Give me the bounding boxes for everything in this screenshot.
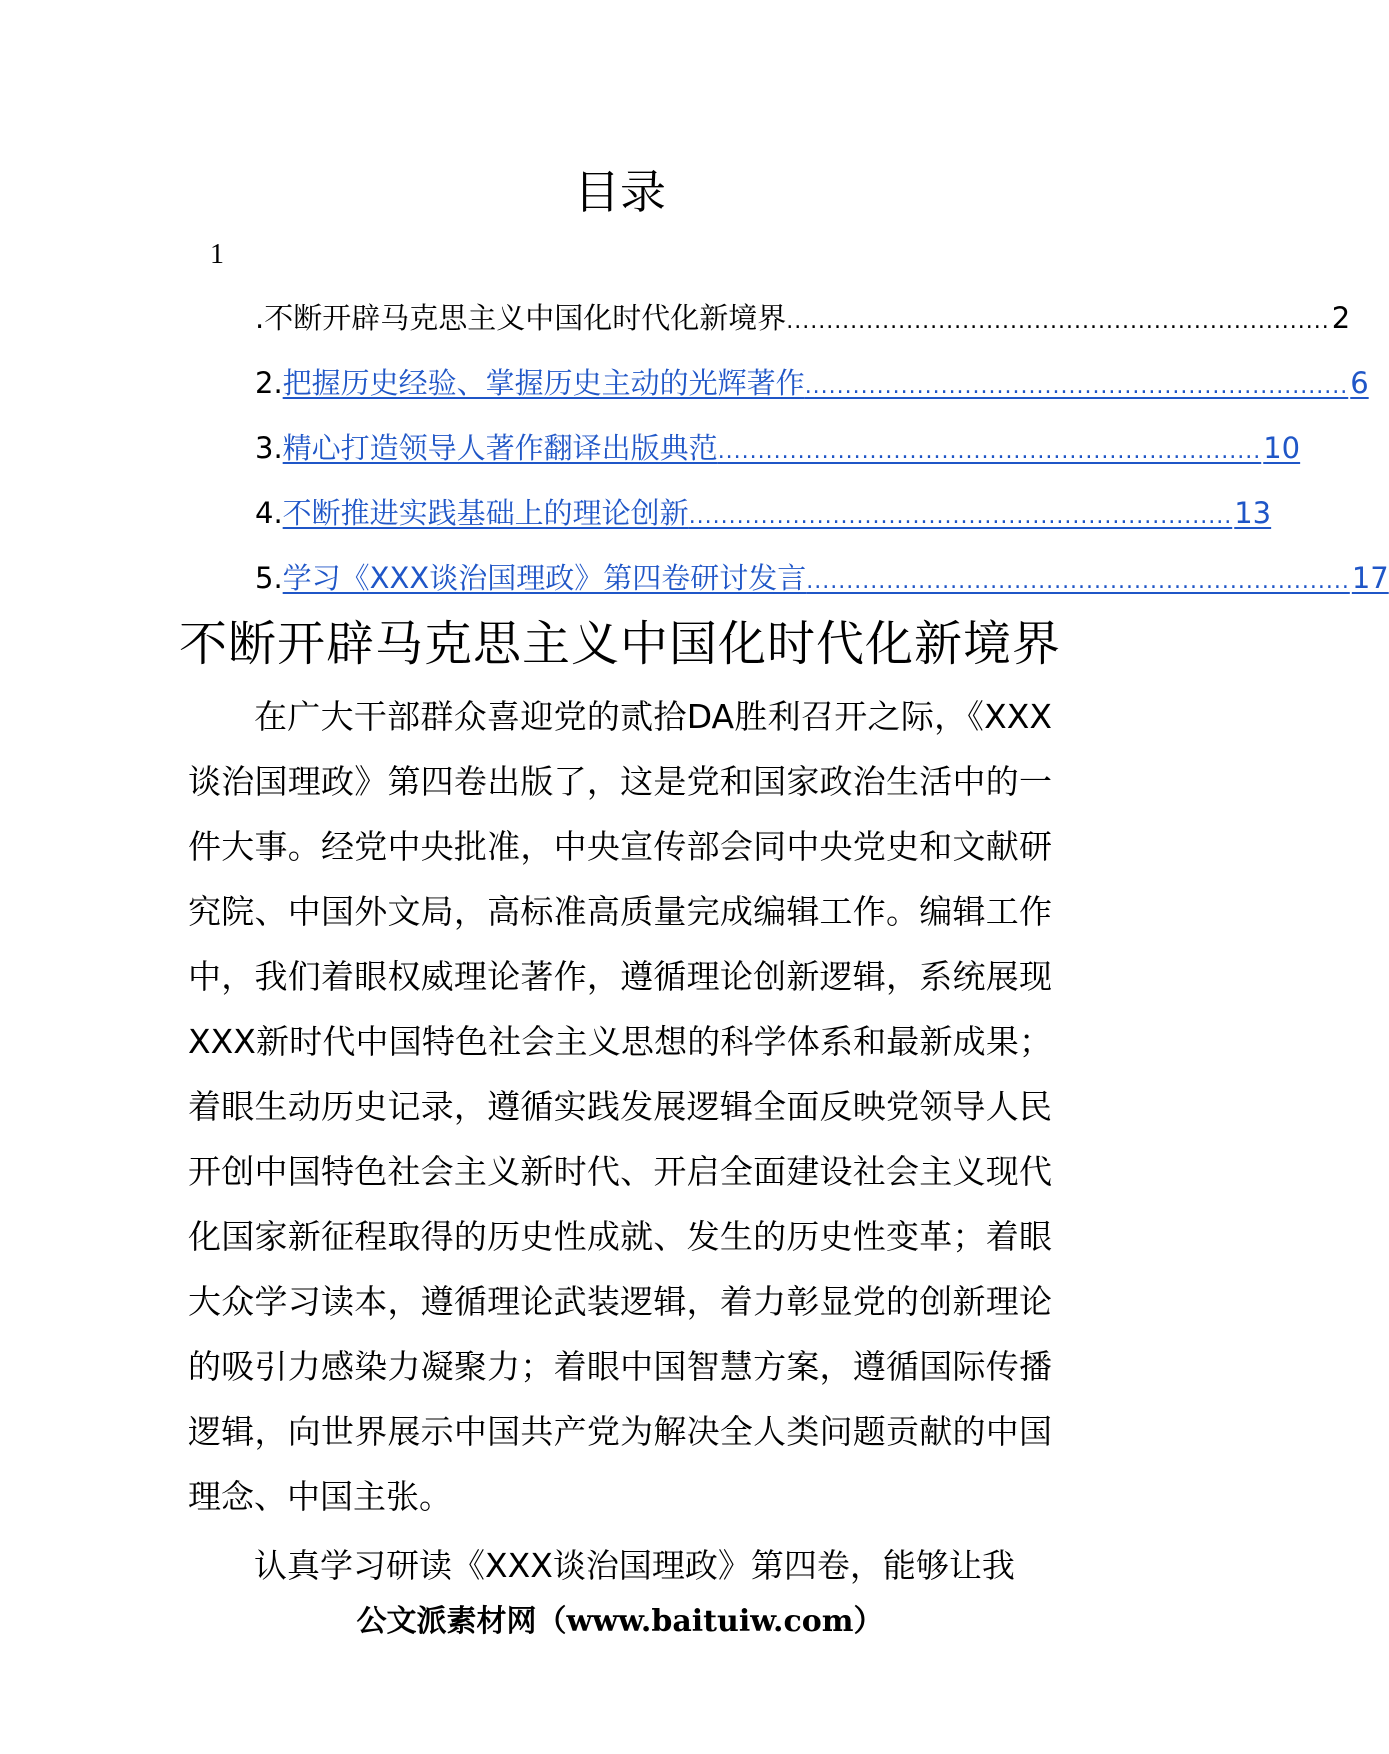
toc-entry-2[interactable] [255, 363, 1369, 428]
article-body [188, 684, 1052, 1598]
toc-entry-page[interactable]: 13 [1234, 496, 1272, 530]
toc-entry-number: 3. [255, 431, 283, 465]
toc-number: 1 [210, 239, 224, 270]
toc-leader-dots: .................................................................... [804, 374, 1349, 399]
toc-leader-dots: .................................................................... [688, 504, 1233, 529]
toc-leader-dots: .................................................................... [786, 309, 1330, 334]
toc-entry-number: . [255, 301, 265, 335]
toc-entry-page[interactable]: 17 [1351, 561, 1389, 595]
toc-entry-link[interactable]: 学习《XXX谈治国理政》第四卷研讨发言 [282, 561, 807, 595]
toc-entry-page[interactable]: 6 [1350, 366, 1369, 400]
toc-leader-dots: .................................................................... [806, 569, 1350, 594]
toc-entry-1[interactable] [255, 298, 1351, 363]
toc-leader-dots: .................................................................... [717, 439, 1262, 464]
toc-entry-number: 5. [255, 561, 283, 595]
toc-entry-page[interactable]: 10 [1263, 431, 1301, 465]
toc-entry-page: 2 [1331, 301, 1351, 335]
toc-entry-number: 4. [255, 496, 283, 530]
body-paragraph: 在广大干部群众喜迎党的贰拾DA胜利召开之际，《XXX谈治国理政》第四卷出版了，这是党和国家政治生活中的一件大事。经党中央批准，中央宣传部会同中央党史和文献研究院、中国外文局，高标准高质量完成编辑工作。编辑工作中，我们着眼权威理论著作，遵循理论创新逻辑，系统展现XXX新时代中国特色社会主义思想的科学体系和最新成果；着眼生动历史记录，遵循实践发展逻辑全面反映党领导人民开创中国特色社会主义新时代、开启全面建设社会主义现代化国家新征程取得的历史性成就、发生的历史性变革；着眼大众学习读本，遵循理论武装逻辑，着力彰显党的创新理论的吸引力感染力凝聚力；着眼中国智慧方案，遵循国际传播逻辑，向世界展示中国共产党为解决全人类问题贡献的中国理念、中国主张。 [188, 697, 1052, 1516]
toc-entry-label: 不断开辟马克思主义中国化时代化新境界 [264, 301, 787, 335]
article-title: 不断开辟马克思主义中国化时代化新境界 [178, 616, 1061, 672]
body-paragraph: 认真学习研读《XXX谈治国理政》第四卷，能够让我 [254, 1546, 1015, 1585]
toc-list [255, 298, 1389, 623]
toc-title: 目录 [574, 165, 666, 219]
toc-entry-link[interactable]: 精心打造领导人著作翻译出版典范 [282, 431, 718, 465]
toc-entry-4[interactable] [255, 493, 1272, 558]
toc-entry-3[interactable] [255, 428, 1301, 493]
toc-entry-link[interactable]: 把握历史经验、掌握历史主动的光辉著作 [282, 366, 805, 400]
toc-entry-link[interactable]: 不断推进实践基础上的理论创新 [282, 496, 689, 530]
page-footer: 公文派素材网（www.baituiw.com） [356, 1604, 884, 1639]
toc-entry-number: 2. [255, 366, 283, 400]
